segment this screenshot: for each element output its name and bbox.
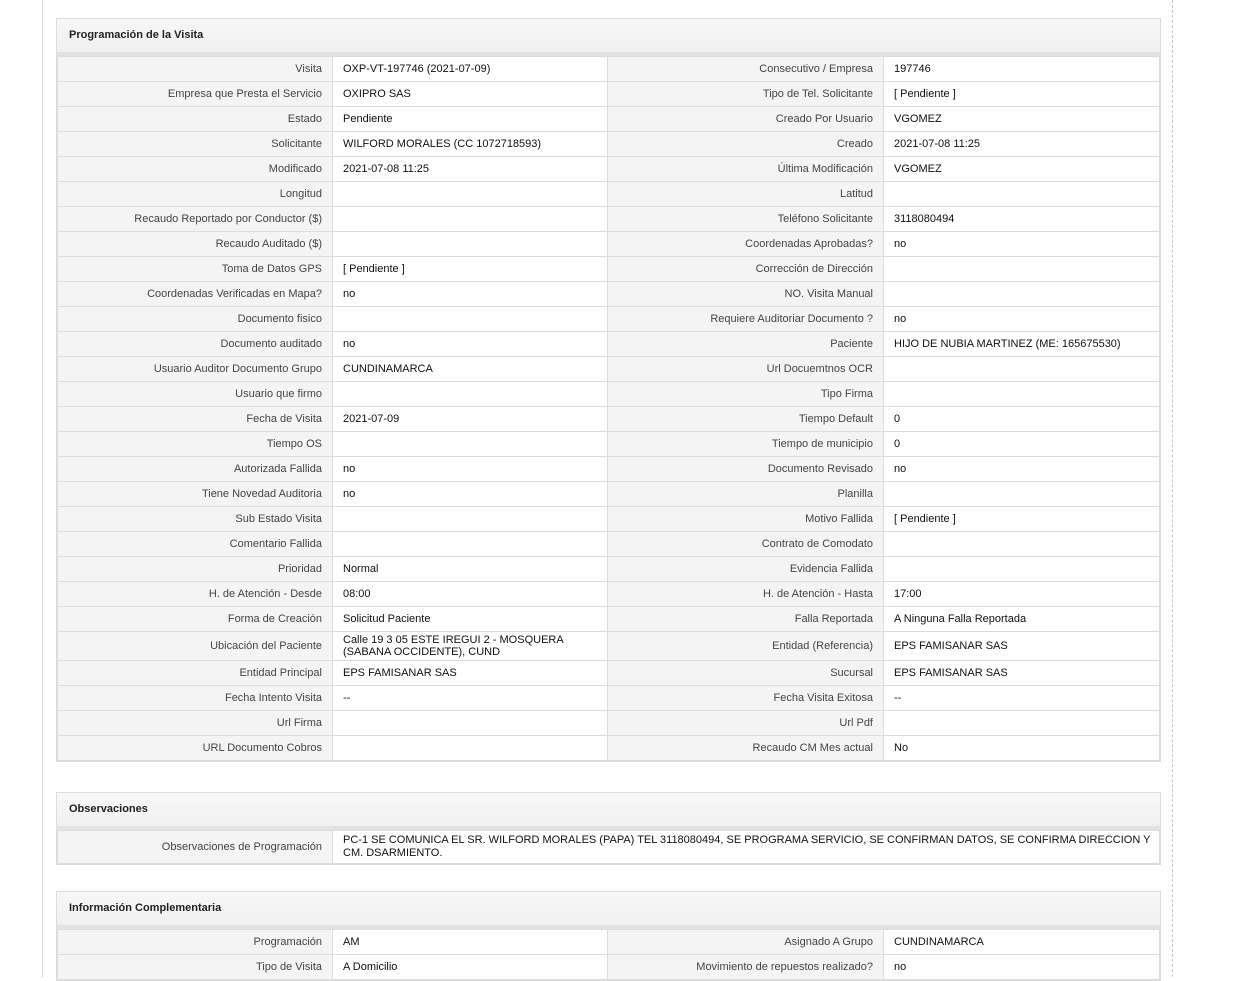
field-value: no <box>884 955 1160 980</box>
field-value: 0 <box>884 432 1160 457</box>
field-label: Tiempo Default <box>608 407 884 432</box>
table-row <box>58 307 1160 332</box>
field-value: 197746 <box>884 57 1160 82</box>
field-value: OXIPRO SAS <box>333 82 608 107</box>
field-label: Requiere Auditoriar Documento ? <box>608 307 884 332</box>
field-label: Creado Por Usuario <box>608 107 884 132</box>
field-value: no <box>884 232 1160 257</box>
field-label: Modificado <box>58 157 333 182</box>
field-label: Recaudo Auditado ($) <box>58 232 333 257</box>
field-label: Url Docuemtnos OCR <box>608 357 884 382</box>
field-label: Tipo Firma <box>608 382 884 407</box>
table-row <box>58 332 1160 357</box>
field-value: A Domicilio <box>333 955 608 980</box>
field-label: Motivo Fallida <box>608 507 884 532</box>
field-label: Tiempo OS <box>58 432 333 457</box>
complementaria-table <box>57 929 1160 980</box>
field-value <box>884 557 1160 582</box>
field-value: no <box>333 482 608 507</box>
observaciones-value: PC-1 SE COMUNICA EL SR. WILFORD MORALES (PAPA) TEL 3118080494, SE PROGRAMA SERVICIO, SE CONFIRMAN DATOS, SE CONFIRMA DIRECCION Y CM. DSARMIENTO. <box>333 831 1160 864</box>
field-value: A Ninguna Falla Reportada <box>884 607 1160 632</box>
table-row <box>58 736 1160 761</box>
field-label: H. de Atención - Hasta <box>608 582 884 607</box>
field-value <box>333 736 608 761</box>
field-label: Visita <box>58 57 333 82</box>
field-value: -- <box>333 686 608 711</box>
field-label: Recaudo Reportado por Conductor ($) <box>58 207 333 232</box>
table-row <box>58 507 1160 532</box>
page-right-dashed-border <box>1172 0 1173 977</box>
field-label: Recaudo CM Mes actual <box>608 736 884 761</box>
field-label: Solicitante <box>58 132 333 157</box>
table-row <box>58 711 1160 736</box>
field-label: Creado <box>608 132 884 157</box>
field-value: VGOMEZ <box>884 107 1160 132</box>
field-value <box>884 482 1160 507</box>
table-row <box>58 831 1160 864</box>
field-label: Entidad Principal <box>58 661 333 686</box>
field-label: Planilla <box>608 482 884 507</box>
field-value: 2021-07-08 11:25 <box>884 132 1160 157</box>
table-row <box>58 382 1160 407</box>
field-label: Documento fisico <box>58 307 333 332</box>
field-label: Movimiento de repuestos realizado? <box>608 955 884 980</box>
field-value: [ Pendiente ] <box>333 257 608 282</box>
table-row <box>58 607 1160 632</box>
field-label: Teléfono Solicitante <box>608 207 884 232</box>
field-value <box>884 282 1160 307</box>
field-label: Prioridad <box>58 557 333 582</box>
field-value: EPS FAMISANAR SAS <box>884 632 1160 661</box>
table-row <box>58 157 1160 182</box>
field-value <box>884 357 1160 382</box>
field-label: Tiene Novedad Auditoria <box>58 482 333 507</box>
field-value: EPS FAMISANAR SAS <box>884 661 1160 686</box>
field-value: CUNDINAMARCA <box>884 930 1160 955</box>
table-row <box>58 282 1160 307</box>
field-label: Empresa que Presta el Servicio <box>58 82 333 107</box>
field-label: Observaciones de Programación <box>58 831 333 864</box>
field-label: Evidencia Fallida <box>608 557 884 582</box>
field-label: Comentario Fallida <box>58 532 333 557</box>
field-label: Toma de Datos GPS <box>58 257 333 282</box>
field-label: Documento auditado <box>58 332 333 357</box>
field-label: Consecutivo / Empresa <box>608 57 884 82</box>
field-label: Url Pdf <box>608 711 884 736</box>
table-row <box>58 930 1160 955</box>
field-label: Paciente <box>608 332 884 357</box>
table-row <box>58 57 1160 82</box>
field-value: no <box>884 457 1160 482</box>
field-value: [ Pendiente ] <box>884 507 1160 532</box>
programacion-title: Programación de la Visita <box>57 19 1160 56</box>
field-label: Contrato de Comodato <box>608 532 884 557</box>
field-value: no <box>333 332 608 357</box>
complementaria-title: Información Complementaria <box>57 892 1160 929</box>
field-label: Url Firma <box>58 711 333 736</box>
field-label: Entidad (Referencia) <box>608 632 884 661</box>
table-row <box>58 955 1160 980</box>
table-row <box>58 557 1160 582</box>
field-label: Latitud <box>608 182 884 207</box>
field-value: WILFORD MORALES (CC 1072718593) <box>333 132 608 157</box>
field-value <box>333 307 608 332</box>
field-value: 2021-07-09 <box>333 407 608 432</box>
table-row <box>58 182 1160 207</box>
table-row <box>58 407 1160 432</box>
field-value: AM <box>333 930 608 955</box>
observaciones-title: Observaciones <box>57 793 1160 830</box>
table-row <box>58 207 1160 232</box>
field-value <box>333 711 608 736</box>
field-label: Usuario Auditor Documento Grupo <box>58 357 333 382</box>
field-label: Falla Reportada <box>608 607 884 632</box>
field-value: no <box>333 457 608 482</box>
observaciones-table <box>57 830 1160 864</box>
field-value: 08:00 <box>333 582 608 607</box>
field-label: H. de Atención - Desde <box>58 582 333 607</box>
programacion-panel <box>56 18 1161 762</box>
field-value <box>884 711 1160 736</box>
field-label: Forma de Creación <box>58 607 333 632</box>
field-value <box>333 432 608 457</box>
table-row <box>58 582 1160 607</box>
field-value <box>333 382 608 407</box>
table-row <box>58 107 1160 132</box>
field-value <box>333 507 608 532</box>
field-value <box>333 532 608 557</box>
field-label: Ubicación del Paciente <box>58 632 333 661</box>
field-label: Sucursal <box>608 661 884 686</box>
field-value: Pendiente <box>333 107 608 132</box>
field-label: Documento Revisado <box>608 457 884 482</box>
table-row <box>58 357 1160 382</box>
field-label: Fecha de Visita <box>58 407 333 432</box>
table-row <box>58 532 1160 557</box>
field-label: Tipo de Tel. Solicitante <box>608 82 884 107</box>
observaciones-panel <box>56 792 1161 865</box>
field-label: Sub Estado Visita <box>58 507 333 532</box>
field-value <box>333 207 608 232</box>
field-label: Estado <box>58 107 333 132</box>
field-label: Última Modificación <box>608 157 884 182</box>
table-row <box>58 482 1160 507</box>
field-label: Tipo de Visita <box>58 955 333 980</box>
field-value: EPS FAMISANAR SAS <box>333 661 608 686</box>
field-label: URL Documento Cobros <box>58 736 333 761</box>
field-value: -- <box>884 686 1160 711</box>
table-row <box>58 457 1160 482</box>
field-label: Corrección de Dirección <box>608 257 884 282</box>
field-label: NO. Visita Manual <box>608 282 884 307</box>
field-value: Solicitud Paciente <box>333 607 608 632</box>
field-value <box>884 257 1160 282</box>
field-value <box>884 182 1160 207</box>
field-label: Programación <box>58 930 333 955</box>
programacion-table <box>57 56 1160 761</box>
field-value: OXP-VT-197746 (2021-07-09) <box>333 57 608 82</box>
field-value: HIJO DE NUBIA MARTINEZ (ME: 165675530) <box>884 332 1160 357</box>
field-value: 17:00 <box>884 582 1160 607</box>
field-label: Autorizada Fallida <box>58 457 333 482</box>
table-row <box>58 232 1160 257</box>
table-row <box>58 432 1160 457</box>
field-value: 0 <box>884 407 1160 432</box>
field-value: no <box>333 282 608 307</box>
field-value <box>884 382 1160 407</box>
field-label: Coordenadas Verificadas en Mapa? <box>58 282 333 307</box>
table-row <box>58 257 1160 282</box>
field-value: no <box>884 307 1160 332</box>
field-label: Fecha Intento Visita <box>58 686 333 711</box>
field-value <box>333 182 608 207</box>
table-row <box>58 82 1160 107</box>
field-label: Usuario que firmo <box>58 382 333 407</box>
field-value: No <box>884 736 1160 761</box>
field-value: VGOMEZ <box>884 157 1160 182</box>
field-label: Fecha Visita Exitosa <box>608 686 884 711</box>
field-value: CUNDINAMARCA <box>333 357 608 382</box>
field-value <box>884 532 1160 557</box>
field-label: Asignado A Grupo <box>608 930 884 955</box>
field-label: Longitud <box>58 182 333 207</box>
table-row <box>58 632 1160 661</box>
field-value: Calle 19 3 05 ESTE IREGUI 2 - MOSQUERA (SABANA OCCIDENTE), CUND <box>333 632 608 661</box>
page-left-border <box>42 0 43 977</box>
field-label: Coordenadas Aprobadas? <box>608 232 884 257</box>
field-label: Tiempo de municipio <box>608 432 884 457</box>
field-value: [ Pendiente ] <box>884 82 1160 107</box>
field-value <box>333 232 608 257</box>
complementaria-panel <box>56 891 1161 981</box>
table-row <box>58 132 1160 157</box>
field-value: 2021-07-08 11:25 <box>333 157 608 182</box>
table-row <box>58 661 1160 686</box>
table-row <box>58 686 1160 711</box>
field-value: Normal <box>333 557 608 582</box>
field-value: 3118080494 <box>884 207 1160 232</box>
